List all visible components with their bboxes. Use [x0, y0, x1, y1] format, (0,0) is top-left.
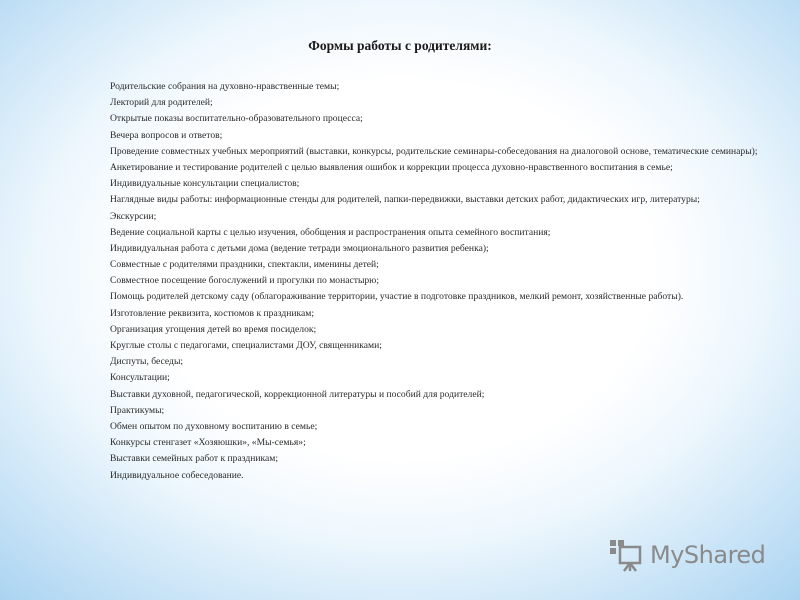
list-item — [34, 97, 774, 108]
list-item — [34, 421, 774, 432]
list-item-text: Выставки семейных работ к праздникам; — [110, 453, 278, 465]
list-item-text: Совместное посещение богослужений и прогулки по монастырю; — [110, 275, 380, 287]
list-item — [34, 340, 774, 351]
list-item — [34, 291, 774, 302]
list-item — [34, 308, 774, 319]
list-item-text: Изготовление реквизита, костюмов к праздникам; — [110, 307, 315, 319]
list-item-text: Обмен опытом по духовному воспитанию в семье; — [110, 420, 318, 432]
list-item — [34, 146, 774, 157]
list-item-text: Проведение совместных учебных мероприятий (выставки, конкурсы, родительские семинары-собеседования на диалоговой основе, тематические семинары); — [110, 145, 758, 157]
myshared-watermark — [608, 536, 778, 574]
list-item — [34, 81, 774, 92]
list-item — [34, 243, 774, 254]
list-item — [34, 178, 774, 189]
list-item-text: Анкетирование и тестирование родителей с целью выявления ошибок и коррекции процесса духовно-нравственного воспитания в семье; — [110, 161, 673, 173]
list-item — [34, 259, 774, 270]
list-item-text: Ведение социальной карты с целью изучения, обобщения и распространения опыта семейного воспитания; — [110, 226, 551, 238]
list-item-text: Индивидуальная работа с детьми дома (ведение тетради эмоционального развития ребенка); — [110, 242, 489, 254]
list-item — [34, 130, 774, 141]
list-item-text: Диспуты, беседы; — [110, 356, 184, 368]
list-item-text: Помощь родителей детскому саду (облагораживание территории, участие в подготовке праздников, мелкий ремонт, хозяйственные работы). — [110, 291, 684, 303]
list-item — [34, 162, 774, 173]
presentation-board-icon — [608, 538, 644, 572]
list-item — [34, 372, 774, 383]
list-item — [34, 275, 774, 286]
list-item-text: Организация угощения детей во время посиделок; — [110, 323, 317, 335]
list-item-text: Открытые показы воспитательно-образовательного процесса; — [110, 113, 363, 125]
list-item — [34, 356, 774, 367]
list-item — [34, 453, 774, 464]
list-item-text: Консультации; — [110, 372, 170, 384]
list-item-text: Лекторий для родителей; — [110, 97, 213, 109]
list-item-text: Индивидуальные консультации специалистов; — [110, 178, 300, 190]
list-item-text: Круглые столы с педагогами, специалистами ДОУ, священниками; — [110, 340, 382, 351]
list-item-text: Выставки духовной, педагогической, коррекционной литературы и пособий для родителей; — [110, 388, 485, 400]
list-item-text: Конкурсы стенгазет «Хозяюшки», «Мы-семья»; — [110, 437, 306, 449]
slide-title: Формы работы с родителями: — [308, 38, 492, 53]
parent-work-forms-list — [34, 81, 774, 486]
list-item — [34, 194, 774, 205]
list-item — [34, 470, 774, 481]
list-item-text: Индивидуальное собеседование. — [110, 469, 244, 481]
list-item — [34, 405, 774, 416]
list-item-text: Вечера вопросов и ответов; — [110, 129, 223, 141]
list-item — [34, 227, 774, 238]
list-item — [34, 437, 774, 448]
list-item-text: Родительские собрания на духовно-нравственные темы; — [110, 81, 340, 92]
list-item-text: Совместные с родителями праздники, спектакли, именины детей; — [110, 259, 379, 271]
list-item — [34, 324, 774, 335]
watermark-text: MyShared — [650, 541, 766, 569]
list-item — [34, 389, 774, 400]
list-item-text: Экскурсии; — [110, 210, 157, 222]
list-item — [34, 211, 774, 222]
list-item — [34, 113, 774, 124]
list-item-text: Наглядные виды работы: информационные стенды для родителей, папки-передвижки, выставки детских работ, дидактических игр, литературы; — [110, 194, 700, 206]
list-item-text: Практикумы; — [110, 404, 165, 416]
